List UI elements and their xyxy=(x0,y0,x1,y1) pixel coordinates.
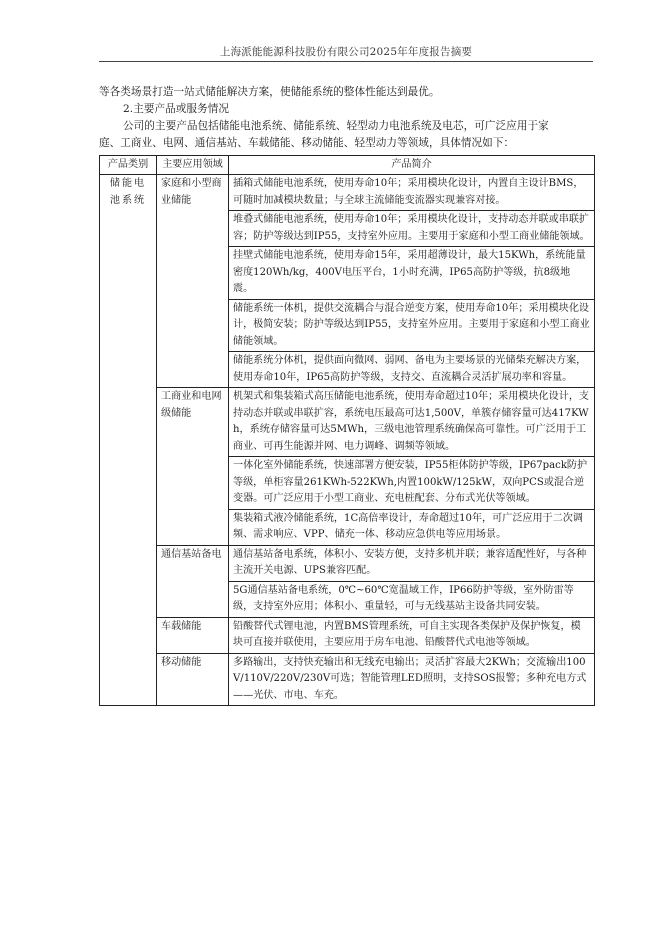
header-field: 主要应用领域 xyxy=(157,156,229,175)
product-desc: 铅酸替代式锂电池，内置BMS管理系统，可自主实现各类保护及保护恢复，模块可直接并联使用，主要应用于房车电池、铅酸替代式电池等领域。 xyxy=(229,617,595,653)
field-cell-telecom: 通信基站备电 xyxy=(157,545,229,617)
table-row xyxy=(100,175,595,211)
product-desc: 机架式和集装箱式高压储能电池系统，使用寿命超过10年；采用模块化设计，支持动态并联或串联扩容，系统电压最高可达1,500V，单簇存储容量可达417KWh，系统存储容量可达5MWh，三级电池管理系统确保高可靠性。可广泛用于工商业、可再生能源并网、电力调峰、调频等领域。 xyxy=(229,388,595,457)
product-desc: 堆叠式储能电池系统，使用寿命10年；采用模块化设计，支持动态并联或串联扩容；防护等级达到IP55，支持室外应用。主要用于家庭和小型工商业储能领域。 xyxy=(229,211,595,247)
intro-line-1: 等各类场景打造一站式储能解决方案，使储能系统的整体性能达到最优。 xyxy=(99,86,440,98)
product-desc: 储能系统分体机，提供面向微网、弱网、备电为主要场景的光储柴充解决方案，使用寿命10年，IP65高防护等级，支持交、直流耦合灵活扩展功率和容量。 xyxy=(229,352,595,388)
field-cell-industrial: 工商业和电网级储能 xyxy=(157,388,229,546)
field-cell-home: 家庭和小型商业储能 xyxy=(157,175,229,388)
header-intro: 产品简介 xyxy=(229,156,595,175)
product-desc: 5G通信基站备电系统，0℃~60℃宽温域工作，IP66防护等级，室外防雷等级，支持室外应用；体积小、重量轻，可与无线基站主设备共同安装。 xyxy=(229,581,595,617)
field-cell-mobile: 移动储能 xyxy=(157,653,229,706)
product-desc: 一体化室外储能系统，快速部署方便安装，IP55柜体防护等级，IP67pack防护等级，单柜容量261KWh-522KWh,内置100kW/125kW，双向PCS或混合逆变器。可广泛应用于小型工商业、充电桩配套、分布式光伏等领域。 xyxy=(229,457,595,510)
category-cell: 储能电池系统 xyxy=(100,175,157,706)
page-header: 上海派能能源科技股份有限公司2025年年度报告摘要 xyxy=(219,46,473,58)
table-row xyxy=(100,653,595,706)
table-row xyxy=(100,617,595,653)
intro-line-3: 公司的主要产品包括储能电池系统、储能系统、轻型动力电池系统及电芯，可广泛应用于家 xyxy=(123,120,549,132)
intro-line-4: 庭、工商业、电网、通信基站、车载储能、移动储能、轻型动力等领域，具体情况如下： xyxy=(99,137,515,149)
table-header-row xyxy=(100,156,595,175)
field-cell-vehicle: 车载储能 xyxy=(157,617,229,653)
section-heading: 2.主要产品或服务情况 xyxy=(123,103,230,115)
product-desc: 集装箱式液冷储能系统，1C高倍率设计，寿命超过10年，可广泛应用于二次调频、需求响应、VPP、储充一体、移动应急供电等应用场景。 xyxy=(229,509,595,545)
table-row xyxy=(100,545,595,581)
product-desc: 挂壁式储能电池系统，使用寿命15年，采用超薄设计，最大15KWh，系统能量密度120Wh/kg，400V电压平台，1小时充满，IP65高防护等级，抗8级地震。 xyxy=(229,247,595,300)
product-table xyxy=(99,155,595,706)
header-divider xyxy=(99,61,593,62)
product-desc: 插箱式储能电池系统，使用寿命10年；采用模块化设计，内置自主设计BMS，可随时加减模块数量；与全球主流储能变流器实现兼容对接。 xyxy=(229,175,595,211)
header-category: 产品类别 xyxy=(100,156,157,175)
table-row xyxy=(100,388,595,457)
product-desc: 通信基站备电系统，体积小、安装方便，支持多机并联；兼容适配性好，与各种主流开关电源、UPS兼容匹配。 xyxy=(229,545,595,581)
product-desc: 储能系统一体机，提供交流耦合与混合逆变方案，使用寿命10年；采用模块化设计，极简安装；防护等级达到IP55，支持室外应用。主要用于家庭和小型工商业储能领域。 xyxy=(229,299,595,352)
product-desc: 多路输出，支持快充输出和无线充电输出；灵活扩容最大2KWh；交流输出100V/110V/220V/230V可选；智能管理LED照明，支持SOS报警；多种充电方式——光伏、市电、车充。 xyxy=(229,653,595,706)
